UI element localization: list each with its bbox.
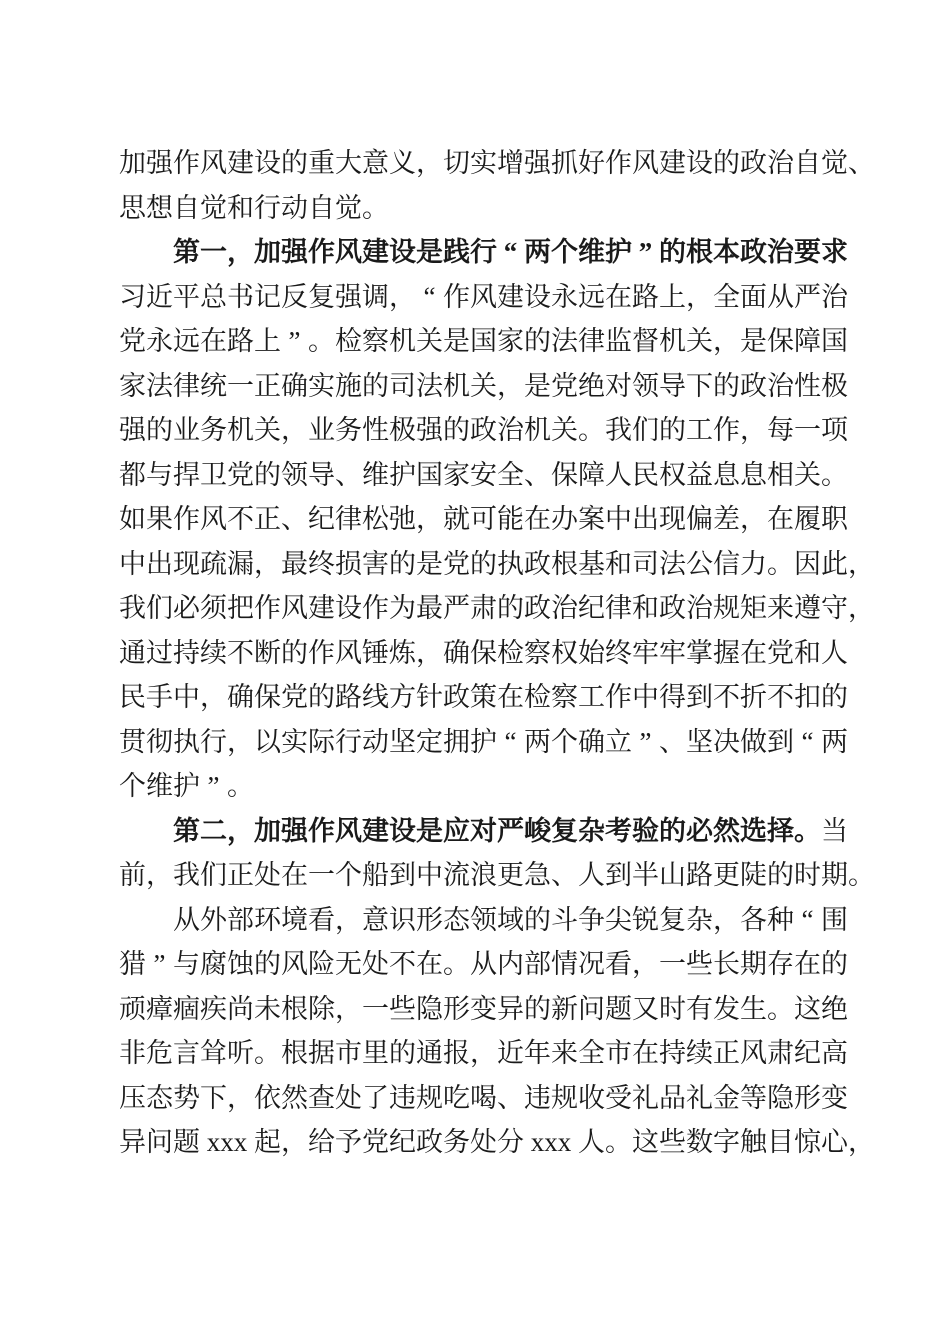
text-run: 顽瘴痼疾尚未根除，一些隐形变异的新问题又时有发生。这绝 [119,993,848,1024]
text-run: 中出现疏漏，最终损害的是党的执政根基和司法公信力。因此， [119,548,875,579]
text-line [119,764,848,809]
text-line [119,275,848,320]
text-line [119,720,848,765]
text-line [119,1031,848,1076]
text-run: 都与捍卫党的领导、维护国家安全、保障人民权益息息相关。 [119,459,848,490]
text-line [119,675,848,720]
text-line [119,1076,848,1121]
text-run: 民手中，确保党的路线方针政策在检察工作中得到不折不扣的 [119,682,848,712]
fullwidth-quote: ” [153,949,166,979]
text-run: 如果作风不正、纪律松弛，就可能在办案中出现偏差，在履职 [119,504,848,534]
text-line [119,364,848,409]
text-run: 猎 ” 与腐蚀的风险无处不在。从内部情况看，一些长期存在的 [119,949,848,979]
text-run: 党永远在路上 ” 。检察机关是国家的法律监督机关，是保障国 [119,326,848,356]
text-run: 贯彻执行，以实际行动坚定拥护 “ 两个确立 ” 、坚决做到 “ 两 [119,727,848,757]
text-run: 思想自觉和行动自觉。 [119,192,389,223]
text-line [119,898,848,943]
fullwidth-quote: “ [423,281,436,312]
text-line [119,453,848,498]
text-run: 前，我们正处在一个船到中流浪更急、人到半山路更陡的时期。 [119,860,875,890]
fullwidth-quote: ” [639,726,652,757]
text-run: 个维护 ” 。 [119,771,254,801]
text-run: 家法律统一正确实施的司法机关，是党绝对领导下的政治性极 [119,370,848,401]
text-line [119,497,848,542]
text-run: 当 [821,815,848,846]
text-run: 非危言耸听。根据市里的通报，近年来全市在持续正风肃纪高 [119,1038,848,1068]
text-run: 强的业务机关，业务性极强的政治机关。我们的工作，每一项 [119,415,848,445]
fullwidth-quote: ” [288,326,301,356]
fullwidth-quote: ” [207,771,220,801]
bold-text-run: 第一，加强作风建设是践行 “ 两个维护 ” 的根本政治要求 [173,237,848,267]
text-line [119,230,848,275]
bold-text-run: 第二，加强作风建设是应对严峻复杂考验的必然选择。 [173,815,821,846]
fullwidth-quote: “ [504,726,517,757]
fullwidth-quote: “ [503,237,518,267]
text-run: 从外部环境看，意识形态领域的斗争尖锐复杂，各种 “ 围 [173,905,848,935]
text-run: 加强作风建设的重大意义，切实增强抓好作风建设的政治自觉、 [119,148,875,178]
text-line [119,408,848,453]
fullwidth-quote: “ [801,904,814,935]
text-line [119,631,848,676]
text-line [119,186,848,231]
text-line [119,319,848,364]
fullwidth-quote: “ [801,726,814,757]
text-run: 习近平总书记反复强调， “ 作风建设永远在路上，全面从严治 [119,282,848,312]
text-line [119,1120,875,1165]
text-run: 我们必须把作风建设作为最严肃的政治纪律和政治规矩来遵守， [119,593,875,623]
document-body [119,141,875,1165]
text-line [119,809,848,854]
text-run: 压态势下，依然查处了违规吃喝、违规收受礼品礼金等隐形变 [119,1082,848,1113]
text-run: 异问题 xxx 起，给予党纪政务处分 xxx 人。这些数字触目惊心， [119,1127,875,1157]
text-run: 通过持续不断的作风锤炼，确保检察权始终牢牢掌握在党和人 [119,637,848,668]
text-line [119,141,875,186]
text-line [119,987,848,1032]
text-line [119,542,875,587]
text-line [119,853,875,898]
text-line [119,586,875,631]
fullwidth-quote: ” [638,237,653,267]
text-line [119,942,848,987]
